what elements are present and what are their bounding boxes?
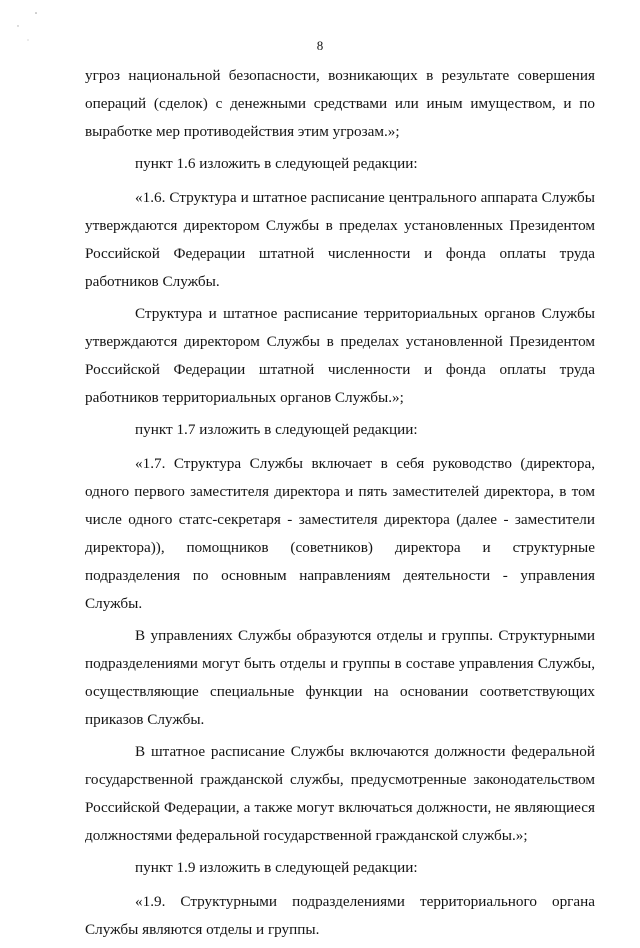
paragraph-continuation: угроз национальной безопасности, возникающих в результате совершения операций (сделок) с денежными средствами или иным имуществом, и по выработке мер противодействия этим угрозам.»; <box>85 67 595 140</box>
paragraph-staff-positions: В штатное расписание Службы включаются должности федеральной государственной гражданской службы, предусмотренные законодательством Российской Федерации, а также могут включаться должности, не являющиеся должностями федеральной государственной гражданской службы.»; <box>85 743 595 844</box>
paragraph-clause-1-6: «1.6. Структура и штатное расписание центрального аппарата Службы утверждаются директором Службы в пределах установленных Президентом Российской Федерации штатной численности и фонда оплаты труда работников Службы. <box>85 189 595 290</box>
paragraph-clause-1-9: «1.9. Структурными подразделениями территориального органа Службы являются отделы и группы. <box>85 893 595 938</box>
paragraph-clause-1-6-intro: пункт 1.6 изложить в следующей редакции: <box>135 155 418 172</box>
document-body <box>85 62 595 948</box>
paragraph-departments: В управлениях Службы образуются отделы и группы. Структурными подразделениями могут быть отделы и группы в составе управления Службы, осуществляющие специальные функции на основании соответствующих приказов Службы. <box>85 627 595 728</box>
page-number: 8 <box>316 38 324 53</box>
paragraph-clause-1-7: «1.7. Структура Службы включает в себя руководство (директора, одного первого заместителя директора и пять заместителей директора, в том числе одного статс-секретаря - заместителя директора (далее - заместители директора)), помощников (советников) директора и структурные подразделения по основным направлениям деятельности - управления Службы. <box>85 455 595 612</box>
paragraph-territorial-bodies: Структура и штатное расписание территориальных органов Службы утверждаются директором Службы в пределах установленной Президентом Российской Федерации штатной численности и фонда оплаты труда работников территориальных органов Службы.»; <box>85 305 595 406</box>
paragraph-clause-1-7-intro: пункт 1.7 изложить в следующей редакции: <box>135 421 418 438</box>
paragraph-clause-1-9-intro: пункт 1.9 изложить в следующей редакции: <box>135 859 418 876</box>
